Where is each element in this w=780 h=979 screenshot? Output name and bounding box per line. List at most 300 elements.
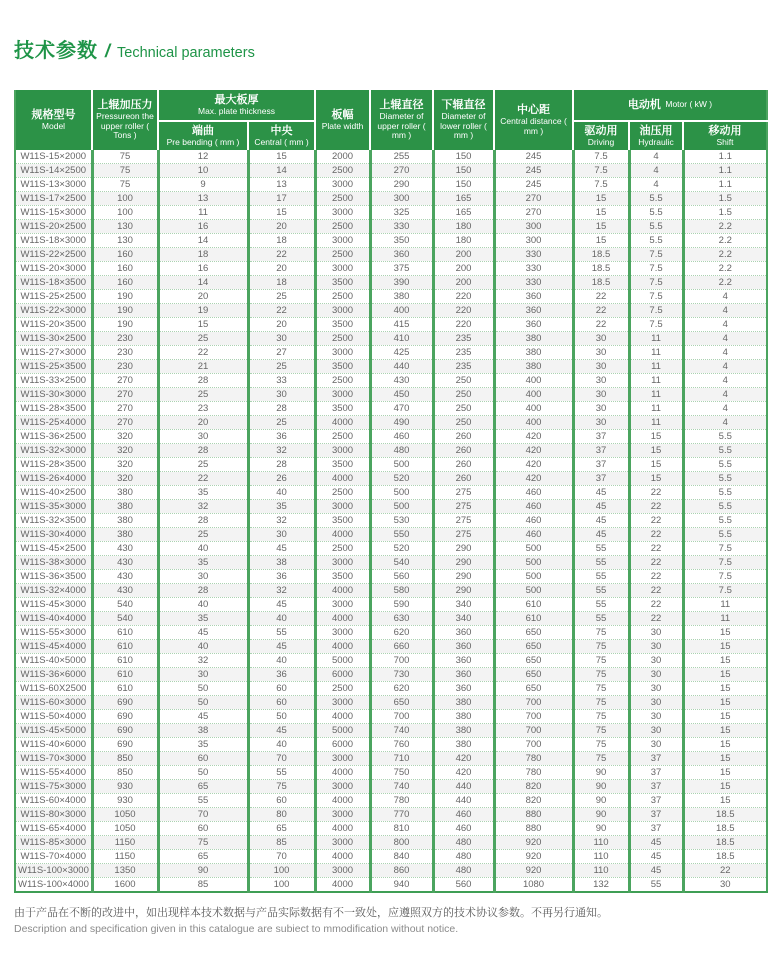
table-row (15, 346, 767, 360)
cell-driving: 7.5 (573, 150, 629, 164)
cell-central_distance: 460 (494, 486, 573, 500)
footer-note-en: Description and specification given in this catalogue are subiect to mmodification without notice. (14, 923, 459, 935)
cell-driving: 75 (573, 738, 629, 752)
cell-central_distance: 380 (494, 346, 573, 360)
cell-pre_bending: 16 (158, 220, 248, 234)
cell-central_distance: 380 (494, 360, 573, 374)
cell-hydraulic: 37 (629, 752, 683, 766)
cell-driving: 15 (573, 234, 629, 248)
cell-model: W11S-17×2500 (15, 192, 92, 206)
table-row (15, 360, 767, 374)
cell-shift: 15 (683, 780, 767, 794)
cell-upper_dia: 580 (370, 584, 433, 598)
cell-driving: 30 (573, 360, 629, 374)
col-header-upper-roller-diameter: 上辊直径 Diameter of upper roller ( mm ) (370, 90, 433, 150)
cell-driving: 37 (573, 472, 629, 486)
cell-central: 40 (248, 738, 315, 752)
cell-pre_bending: 9 (158, 178, 248, 192)
table-row (15, 654, 767, 668)
cell-central_distance: 820 (494, 794, 573, 808)
cell-pressure: 380 (92, 514, 158, 528)
cell-hydraulic: 7.5 (629, 290, 683, 304)
cell-driving: 75 (573, 668, 629, 682)
cell-pressure: 690 (92, 710, 158, 724)
cell-lower_dia: 180 (433, 234, 494, 248)
cell-hydraulic: 5.5 (629, 192, 683, 206)
cell-plate_width: 3000 (315, 598, 370, 612)
cell-central_distance: 245 (494, 164, 573, 178)
cell-lower_dia: 235 (433, 360, 494, 374)
cell-upper_dia: 430 (370, 374, 433, 388)
cell-model: W11S-15×2000 (15, 150, 92, 164)
cell-central_distance: 920 (494, 836, 573, 850)
cell-central_distance: 245 (494, 178, 573, 192)
table-row (15, 612, 767, 626)
cell-upper_dia: 300 (370, 192, 433, 206)
cell-pressure: 75 (92, 164, 158, 178)
cell-central: 25 (248, 360, 315, 374)
cell-central_distance: 500 (494, 556, 573, 570)
cell-central: 25 (248, 416, 315, 430)
cell-plate_width: 3000 (315, 752, 370, 766)
cell-pressure: 100 (92, 206, 158, 220)
cell-pre_bending: 50 (158, 696, 248, 710)
table-row (15, 430, 767, 444)
cell-pressure: 75 (92, 178, 158, 192)
cell-central_distance: 330 (494, 262, 573, 276)
table-row (15, 724, 767, 738)
cell-central_distance: 460 (494, 528, 573, 542)
cell-model: W11S-80×3000 (15, 808, 92, 822)
cell-driving: 18.5 (573, 276, 629, 290)
cell-pre_bending: 35 (158, 556, 248, 570)
cell-model: W11S-100×4000 (15, 878, 92, 893)
cell-model: W11S-27×3000 (15, 346, 92, 360)
cell-central: 20 (248, 262, 315, 276)
cell-model: W11S-36×2500 (15, 430, 92, 444)
cell-central: 13 (248, 178, 315, 192)
cell-lower_dia: 380 (433, 696, 494, 710)
cell-plate_width: 3000 (315, 864, 370, 878)
cell-central: 80 (248, 808, 315, 822)
cell-central_distance: 400 (494, 388, 573, 402)
cell-pressure: 1150 (92, 850, 158, 864)
cell-driving: 30 (573, 402, 629, 416)
cell-shift: 15 (683, 654, 767, 668)
cell-central_distance: 330 (494, 276, 573, 290)
cell-lower_dia: 340 (433, 612, 494, 626)
cell-central_distance: 700 (494, 696, 573, 710)
cell-driving: 55 (573, 598, 629, 612)
cell-lower_dia: 275 (433, 514, 494, 528)
cell-central_distance: 500 (494, 542, 573, 556)
cell-hydraulic: 22 (629, 514, 683, 528)
table-row (15, 766, 767, 780)
cell-hydraulic: 11 (629, 416, 683, 430)
table-row (15, 444, 767, 458)
cell-model: W11S-50×4000 (15, 710, 92, 724)
cell-central: 55 (248, 626, 315, 640)
cell-hydraulic: 37 (629, 822, 683, 836)
technical-parameters-table (14, 90, 768, 893)
cell-hydraulic: 4 (629, 178, 683, 192)
page-title (14, 34, 766, 63)
cell-pressure: 690 (92, 696, 158, 710)
cell-central: 45 (248, 598, 315, 612)
cell-shift: 4 (683, 346, 767, 360)
cell-hydraulic: 30 (629, 654, 683, 668)
cell-shift: 4 (683, 332, 767, 346)
cell-shift: 11 (683, 612, 767, 626)
cell-shift: 4 (683, 290, 767, 304)
cell-plate_width: 4000 (315, 794, 370, 808)
cell-plate_width: 3000 (315, 556, 370, 570)
table-row (15, 626, 767, 640)
cell-pressure: 610 (92, 640, 158, 654)
cell-driving: 15 (573, 206, 629, 220)
cell-central_distance: 420 (494, 458, 573, 472)
cell-model: W11S-20×3000 (15, 262, 92, 276)
cell-lower_dia: 380 (433, 710, 494, 724)
cell-pre_bending: 32 (158, 654, 248, 668)
cell-shift: 18.5 (683, 822, 767, 836)
cell-hydraulic: 7.5 (629, 276, 683, 290)
cell-central: 22 (248, 248, 315, 262)
cell-central_distance: 360 (494, 318, 573, 332)
cell-central: 85 (248, 836, 315, 850)
cell-central: 33 (248, 374, 315, 388)
cell-central: 45 (248, 724, 315, 738)
table-row (15, 752, 767, 766)
cell-pressure: 230 (92, 346, 158, 360)
cell-central_distance: 780 (494, 766, 573, 780)
cell-central: 36 (248, 668, 315, 682)
cell-hydraulic: 11 (629, 332, 683, 346)
cell-central_distance: 650 (494, 654, 573, 668)
cell-pre_bending: 28 (158, 514, 248, 528)
cell-plate_width: 3000 (315, 836, 370, 850)
cell-central: 18 (248, 234, 315, 248)
cell-central: 38 (248, 556, 315, 570)
cell-pressure: 1600 (92, 878, 158, 893)
cell-lower_dia: 150 (433, 150, 494, 164)
cell-pre_bending: 40 (158, 542, 248, 556)
cell-plate_width: 3000 (315, 388, 370, 402)
table-header (15, 90, 767, 150)
cell-shift: 18.5 (683, 850, 767, 864)
table-row (15, 220, 767, 234)
table-row (15, 598, 767, 612)
cell-lower_dia: 420 (433, 766, 494, 780)
cell-lower_dia: 275 (433, 500, 494, 514)
table-row (15, 584, 767, 598)
cell-driving: 75 (573, 626, 629, 640)
cell-model: W11S-60×3000 (15, 696, 92, 710)
cell-model: W11S-45×3000 (15, 598, 92, 612)
cell-driving: 7.5 (573, 178, 629, 192)
cell-pre_bending: 12 (158, 150, 248, 164)
cell-pressure: 930 (92, 794, 158, 808)
cell-lower_dia: 360 (433, 626, 494, 640)
cell-pre_bending: 50 (158, 682, 248, 696)
cell-model: W11S-28×3500 (15, 402, 92, 416)
cell-lower_dia: 380 (433, 724, 494, 738)
cell-hydraulic: 30 (629, 724, 683, 738)
cell-pressure: 320 (92, 444, 158, 458)
table-row (15, 486, 767, 500)
cell-shift: 4 (683, 388, 767, 402)
cell-model: W11S-30×2500 (15, 332, 92, 346)
cell-lower_dia: 260 (433, 444, 494, 458)
cell-driving: 90 (573, 794, 629, 808)
cell-shift: 4 (683, 416, 767, 430)
cell-central: 32 (248, 584, 315, 598)
cell-pre_bending: 55 (158, 794, 248, 808)
cell-shift: 4 (683, 360, 767, 374)
cell-hydraulic: 11 (629, 388, 683, 402)
cell-driving: 18.5 (573, 248, 629, 262)
cell-pressure: 1050 (92, 808, 158, 822)
cell-lower_dia: 440 (433, 794, 494, 808)
cell-central: 22 (248, 304, 315, 318)
cell-pressure: 430 (92, 542, 158, 556)
cell-pre_bending: 50 (158, 766, 248, 780)
cell-central_distance: 460 (494, 514, 573, 528)
cell-pressure: 160 (92, 276, 158, 290)
cell-upper_dia: 390 (370, 276, 433, 290)
cell-lower_dia: 165 (433, 206, 494, 220)
cell-driving: 110 (573, 836, 629, 850)
cell-central_distance: 420 (494, 430, 573, 444)
cell-driving: 55 (573, 570, 629, 584)
cell-central_distance: 360 (494, 304, 573, 318)
cell-lower_dia: 235 (433, 346, 494, 360)
cell-central: 40 (248, 654, 315, 668)
cell-shift: 15 (683, 668, 767, 682)
cell-pre_bending: 75 (158, 836, 248, 850)
cell-shift: 4 (683, 304, 767, 318)
cell-hydraulic: 22 (629, 528, 683, 542)
cell-pressure: 190 (92, 304, 158, 318)
cell-central: 100 (248, 864, 315, 878)
cell-hydraulic: 22 (629, 542, 683, 556)
cell-pre_bending: 18 (158, 248, 248, 262)
cell-plate_width: 4000 (315, 822, 370, 836)
cell-pre_bending: 65 (158, 850, 248, 864)
cell-plate_width: 2500 (315, 290, 370, 304)
cell-plate_width: 2500 (315, 682, 370, 696)
col-header-shift: 移动用 Shift (683, 121, 767, 150)
table-row (15, 640, 767, 654)
cell-pressure: 540 (92, 612, 158, 626)
cell-driving: 90 (573, 766, 629, 780)
cell-central_distance: 500 (494, 570, 573, 584)
cell-upper_dia: 760 (370, 738, 433, 752)
cell-pressure: 230 (92, 360, 158, 374)
cell-upper_dia: 500 (370, 458, 433, 472)
cell-plate_width: 4000 (315, 528, 370, 542)
cell-driving: 110 (573, 864, 629, 878)
cell-central: 35 (248, 500, 315, 514)
cell-upper_dia: 460 (370, 430, 433, 444)
cell-shift: 1.1 (683, 150, 767, 164)
cell-driving: 7.5 (573, 164, 629, 178)
cell-driving: 45 (573, 486, 629, 500)
cell-central_distance: 300 (494, 234, 573, 248)
cell-plate_width: 3500 (315, 570, 370, 584)
cell-pre_bending: 11 (158, 206, 248, 220)
cell-shift: 5.5 (683, 486, 767, 500)
cell-model: W11S-100×3000 (15, 864, 92, 878)
cell-upper_dia: 440 (370, 360, 433, 374)
cell-model: W11S-18×3000 (15, 234, 92, 248)
cell-upper_dia: 520 (370, 542, 433, 556)
cell-driving: 45 (573, 528, 629, 542)
cell-lower_dia: 480 (433, 850, 494, 864)
cell-hydraulic: 30 (629, 696, 683, 710)
cell-driving: 90 (573, 780, 629, 794)
cell-pre_bending: 30 (158, 430, 248, 444)
cell-shift: 30 (683, 878, 767, 893)
cell-pressure: 160 (92, 262, 158, 276)
cell-hydraulic: 11 (629, 374, 683, 388)
cell-central_distance: 920 (494, 850, 573, 864)
col-header-pressure: 上辊加压力 Pressureon the upper roller ( Tons ) (92, 90, 158, 150)
cell-pre_bending: 23 (158, 402, 248, 416)
table-row (15, 570, 767, 584)
table-row (15, 542, 767, 556)
cell-model: W11S-40×4000 (15, 612, 92, 626)
cell-plate_width: 2500 (315, 220, 370, 234)
cell-central: 55 (248, 766, 315, 780)
cell-lower_dia: 250 (433, 416, 494, 430)
cell-pre_bending: 20 (158, 416, 248, 430)
cell-model: W11S-75×3000 (15, 780, 92, 794)
cell-pressure: 270 (92, 402, 158, 416)
cell-hydraulic: 30 (629, 626, 683, 640)
cell-plate_width: 4000 (315, 612, 370, 626)
cell-hydraulic: 15 (629, 472, 683, 486)
cell-model: W11S-40×6000 (15, 738, 92, 752)
cell-central_distance: 400 (494, 374, 573, 388)
cell-pressure: 130 (92, 220, 158, 234)
cell-pre_bending: 85 (158, 878, 248, 893)
cell-model: W11S-15×3000 (15, 206, 92, 220)
cell-upper_dia: 750 (370, 766, 433, 780)
cell-upper_dia: 840 (370, 850, 433, 864)
cell-central_distance: 300 (494, 220, 573, 234)
cell-central: 100 (248, 878, 315, 893)
cell-shift: 15 (683, 794, 767, 808)
page (0, 34, 780, 936)
cell-shift: 2.2 (683, 276, 767, 290)
page-title-zh: 技术参数 (14, 40, 98, 62)
cell-pressure: 430 (92, 584, 158, 598)
cell-shift: 7.5 (683, 556, 767, 570)
cell-pre_bending: 65 (158, 780, 248, 794)
cell-central: 50 (248, 710, 315, 724)
cell-pressure: 1350 (92, 864, 158, 878)
cell-hydraulic: 45 (629, 850, 683, 864)
cell-plate_width: 3000 (315, 178, 370, 192)
cell-central: 20 (248, 318, 315, 332)
cell-upper_dia: 350 (370, 234, 433, 248)
table-row (15, 710, 767, 724)
cell-plate_width: 3000 (315, 206, 370, 220)
cell-central: 60 (248, 682, 315, 696)
cell-hydraulic: 5.5 (629, 220, 683, 234)
cell-driving: 30 (573, 416, 629, 430)
cell-model: W11S-36×3500 (15, 570, 92, 584)
cell-driving: 30 (573, 346, 629, 360)
cell-central_distance: 700 (494, 724, 573, 738)
cell-plate_width: 2500 (315, 374, 370, 388)
cell-central: 15 (248, 150, 315, 164)
cell-driving: 22 (573, 304, 629, 318)
table-row (15, 262, 767, 276)
cell-model: W11S-60×4000 (15, 794, 92, 808)
table-row (15, 206, 767, 220)
cell-pressure: 270 (92, 374, 158, 388)
cell-driving: 75 (573, 654, 629, 668)
cell-upper_dia: 590 (370, 598, 433, 612)
cell-pre_bending: 16 (158, 262, 248, 276)
cell-pressure: 160 (92, 248, 158, 262)
table-row (15, 304, 767, 318)
cell-shift: 5.5 (683, 430, 767, 444)
col-header-pre-bending: 端曲 Pre bending ( mm ) (158, 121, 248, 150)
cell-central_distance: 610 (494, 612, 573, 626)
cell-plate_width: 3000 (315, 808, 370, 822)
cell-central_distance: 650 (494, 626, 573, 640)
cell-lower_dia: 360 (433, 682, 494, 696)
cell-pressure: 1050 (92, 822, 158, 836)
cell-central: 18 (248, 276, 315, 290)
cell-upper_dia: 380 (370, 290, 433, 304)
cell-driving: 37 (573, 458, 629, 472)
cell-upper_dia: 620 (370, 682, 433, 696)
cell-upper_dia: 450 (370, 388, 433, 402)
cell-model: W11S-85×3000 (15, 836, 92, 850)
cell-central_distance: 400 (494, 402, 573, 416)
cell-upper_dia: 480 (370, 444, 433, 458)
cell-plate_width: 2500 (315, 542, 370, 556)
cell-central: 30 (248, 388, 315, 402)
cell-hydraulic: 22 (629, 500, 683, 514)
cell-model: W11S-40×5000 (15, 654, 92, 668)
cell-central: 70 (248, 752, 315, 766)
cell-plate_width: 3500 (315, 514, 370, 528)
table-row (15, 500, 767, 514)
table-row (15, 514, 767, 528)
cell-plate_width: 2000 (315, 150, 370, 164)
cell-lower_dia: 260 (433, 430, 494, 444)
cell-pressure: 610 (92, 682, 158, 696)
cell-pre_bending: 60 (158, 752, 248, 766)
cell-upper_dia: 530 (370, 514, 433, 528)
cell-pre_bending: 10 (158, 164, 248, 178)
cell-shift: 4 (683, 402, 767, 416)
cell-central: 40 (248, 486, 315, 500)
cell-pre_bending: 22 (158, 346, 248, 360)
cell-pre_bending: 45 (158, 626, 248, 640)
cell-pre_bending: 28 (158, 584, 248, 598)
cell-pressure: 190 (92, 318, 158, 332)
cell-central_distance: 880 (494, 822, 573, 836)
cell-shift: 1.1 (683, 164, 767, 178)
cell-hydraulic: 15 (629, 430, 683, 444)
cell-central_distance: 1080 (494, 878, 573, 893)
